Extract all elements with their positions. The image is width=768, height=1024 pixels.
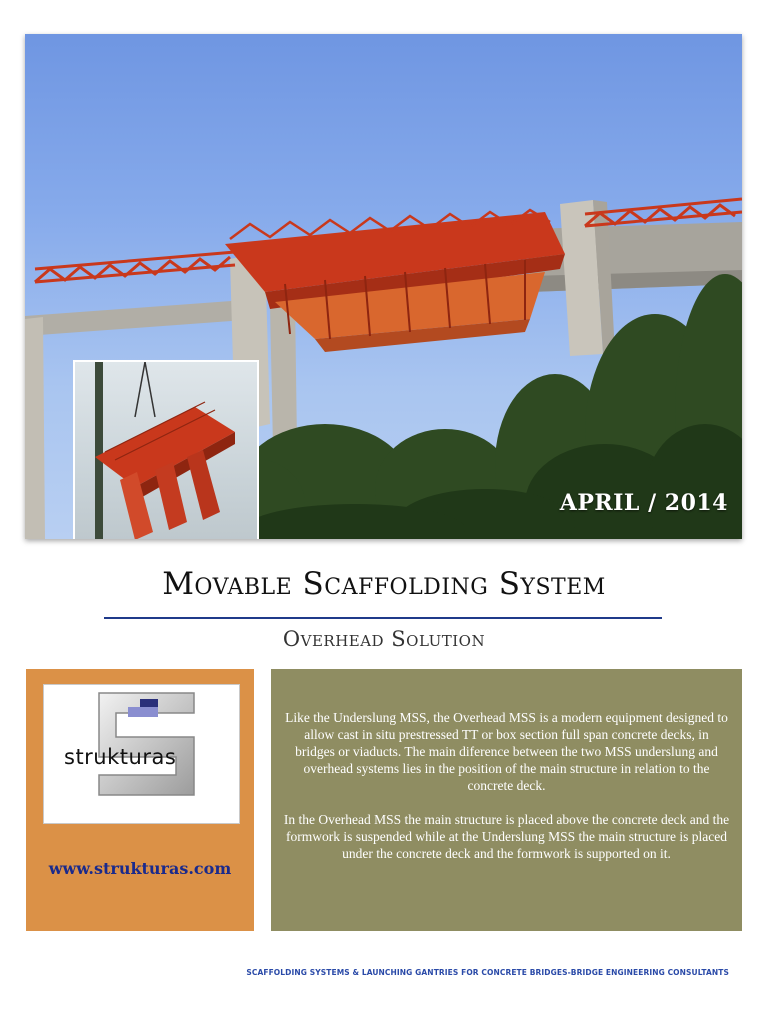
page-subtitle: Overhead Solution <box>282 627 486 651</box>
website-link[interactable]: www.strukturas.com <box>48 859 232 878</box>
company-logo <box>43 684 240 824</box>
page-title: Movable Scaffolding System <box>162 566 606 602</box>
inset-photo-formwork <box>73 360 259 539</box>
title-divider <box>104 617 662 619</box>
issue-date: APRIL / 2014 <box>559 490 728 516</box>
description-paragraph-1: Like the Underslung MSS, the Overhead MSS is a modern equipment designed to allow cast in situ prestressed TT or box section full span concrete decks, in bridges or viaducts. The main diference between the two MSS underslung and overhead systems lies in the position of the main structure in relation to the concrete deck. <box>285 710 728 793</box>
contact-panel <box>26 669 254 931</box>
description-paragraph-2: In the Overhead MSS the main structure is placed above the concrete deck and the formwork is suspended while at the Underslung MSS the main structure is placed under the concrete deck and the formwork is supported on it. <box>283 812 730 861</box>
hero-photo <box>25 34 742 539</box>
description-text <box>283 709 730 879</box>
logo-wordmark: strukturas <box>64 745 177 769</box>
footer-tagline: SCAFFOLDING SYSTEMS & LAUNCHING GANTRIES FOR CONCRETE BRIDGES-BRIDGE ENGINEERING CONSULTANTS <box>246 968 729 977</box>
description-panel <box>271 669 742 931</box>
